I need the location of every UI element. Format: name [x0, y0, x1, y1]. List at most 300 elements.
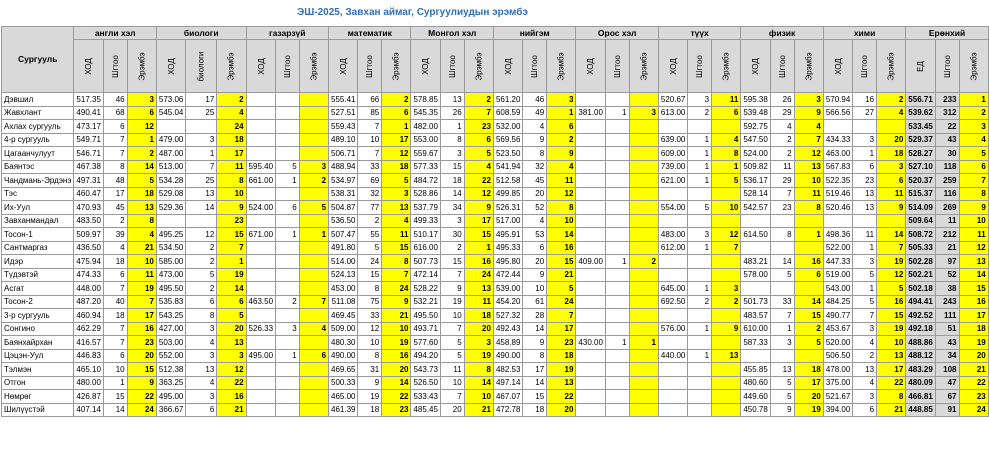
- subject-header: физик: [741, 27, 823, 40]
- rank-cell: [299, 93, 328, 107]
- table-row: [2, 228, 989, 242]
- overall-rank-cell: 14: [959, 268, 988, 282]
- overall-value-cell: 508.72: [906, 228, 935, 242]
- value-cell: [605, 376, 629, 390]
- overall-value-cell: 243: [935, 295, 959, 309]
- table-row: [2, 93, 989, 107]
- value-cell: 28: [523, 309, 547, 323]
- overall-value-cell: 269: [935, 201, 959, 215]
- value-cell: 519.00: [823, 268, 852, 282]
- overall-rank-cell: 24: [959, 403, 988, 417]
- value-cell: 517.00: [493, 214, 522, 228]
- rank-cell: 2: [299, 174, 328, 188]
- value-cell: 549.71: [74, 133, 103, 147]
- table-row: [2, 309, 989, 323]
- value-cell: 7: [770, 187, 794, 201]
- value-cell: [853, 214, 877, 228]
- column-header: [605, 40, 629, 93]
- value-cell: 503.00: [156, 336, 185, 350]
- rank-cell: 4: [547, 160, 576, 174]
- overall-value-cell: 259: [935, 174, 959, 188]
- rank-cell: [629, 214, 658, 228]
- value-cell: 5: [853, 295, 877, 309]
- value-cell: 7: [440, 322, 464, 336]
- rank-cell: [629, 309, 658, 323]
- value-cell: 692.50: [658, 295, 687, 309]
- rank-cell: 19: [217, 268, 246, 282]
- value-cell: [246, 106, 275, 120]
- value-cell: 1: [770, 322, 794, 336]
- rank-cell: 8: [877, 390, 906, 404]
- column-header-label: Эрэмбэ: [639, 51, 649, 81]
- value-cell: 469.45: [329, 309, 358, 323]
- page-title: ЭШ-2025, Завхан аймаг, Сургуулиудын эрэмбэ: [297, 7, 528, 18]
- value-cell: [770, 241, 794, 255]
- column-header: [935, 40, 959, 93]
- overall-rank-cell: 7: [959, 174, 988, 188]
- subject-header: математик: [329, 27, 411, 40]
- overall-rank-cell: 12: [959, 241, 988, 255]
- value-cell: 18: [358, 403, 382, 417]
- value-cell: 511.08: [329, 295, 358, 309]
- rank-cell: 21: [382, 309, 411, 323]
- value-cell: 33: [358, 309, 382, 323]
- table-row: [2, 349, 989, 363]
- overall-value-cell: 233: [935, 93, 959, 107]
- column-header-label: Эрэмбэ: [474, 51, 484, 81]
- school-name-cell: Цагаанчулуут: [2, 147, 74, 161]
- value-cell: 24: [358, 255, 382, 269]
- value-cell: 4: [186, 336, 217, 350]
- column-header: [853, 40, 877, 93]
- overall-value-cell: 533.45: [906, 120, 935, 134]
- value-cell: [246, 390, 275, 404]
- rank-cell: 4: [464, 160, 493, 174]
- value-cell: 535.83: [156, 295, 185, 309]
- value-cell: 3: [186, 133, 217, 147]
- rank-cell: 14: [877, 228, 906, 242]
- rank-cell: 7: [712, 241, 741, 255]
- value-cell: 6: [103, 349, 127, 363]
- value-cell: 6: [853, 403, 877, 417]
- value-cell: 2: [186, 282, 217, 296]
- rank-cell: 9: [712, 322, 741, 336]
- value-cell: 480.60: [741, 376, 770, 390]
- rank-cell: 12: [877, 268, 906, 282]
- column-header-label: Шгтоо: [860, 54, 870, 78]
- value-cell: [576, 93, 605, 107]
- value-cell: [576, 120, 605, 134]
- overall-value-cell: 494.41: [906, 295, 935, 309]
- column-header-label: ХОД: [503, 57, 513, 75]
- value-cell: [741, 349, 770, 363]
- value-cell: 553.00: [411, 133, 440, 147]
- value-cell: 7: [186, 160, 217, 174]
- value-cell: [246, 282, 275, 296]
- table-row: [2, 295, 989, 309]
- rank-cell: 12: [464, 187, 493, 201]
- value-cell: 461.39: [329, 403, 358, 417]
- value-cell: 524.00: [246, 201, 275, 215]
- column-header-label: Шгтоо: [365, 54, 375, 78]
- rank-cell: [299, 309, 328, 323]
- column-header-label: ХОД: [338, 57, 348, 75]
- value-cell: 450.78: [741, 403, 770, 417]
- value-cell: 485.45: [411, 403, 440, 417]
- column-header-label: ХОД: [421, 57, 431, 75]
- rank-cell: 19: [877, 322, 906, 336]
- value-cell: 587.33: [741, 336, 770, 350]
- value-cell: 26: [770, 93, 794, 107]
- value-cell: [246, 255, 275, 269]
- value-cell: 14: [523, 376, 547, 390]
- value-cell: [246, 241, 275, 255]
- value-cell: 453.00: [329, 282, 358, 296]
- value-cell: 514.00: [329, 255, 358, 269]
- rank-cell: 21: [547, 268, 576, 282]
- overall-value-cell: 52: [935, 268, 959, 282]
- value-cell: [276, 390, 300, 404]
- value-cell: [688, 376, 712, 390]
- value-cell: 454.20: [493, 295, 522, 309]
- column-header: [186, 40, 217, 93]
- value-cell: 5: [440, 349, 464, 363]
- overall-rank-cell: 3: [959, 120, 988, 134]
- rank-cell: 6: [547, 120, 576, 134]
- value-cell: 494.20: [411, 349, 440, 363]
- value-cell: [276, 336, 300, 350]
- value-cell: 29: [770, 106, 794, 120]
- value-cell: 32: [358, 187, 382, 201]
- column-header: [712, 40, 741, 93]
- table-row: [2, 133, 989, 147]
- value-cell: 3: [186, 349, 217, 363]
- value-cell: 9: [440, 282, 464, 296]
- value-cell: 512.58: [493, 174, 522, 188]
- value-cell: 616.00: [411, 241, 440, 255]
- value-cell: [605, 322, 629, 336]
- value-cell: 3: [770, 336, 794, 350]
- value-cell: 543.73: [411, 363, 440, 377]
- overall-value-cell: 488.12: [906, 349, 935, 363]
- rank-cell: 17: [547, 322, 576, 336]
- rank-cell: [629, 376, 658, 390]
- value-cell: 3: [688, 228, 712, 242]
- value-cell: 492.43: [493, 322, 522, 336]
- value-cell: 547.50: [741, 133, 770, 147]
- value-cell: 529.08: [156, 187, 185, 201]
- overall-value-cell: 502.21: [906, 268, 935, 282]
- value-cell: 20: [523, 255, 547, 269]
- value-cell: 595.40: [246, 160, 275, 174]
- rank-cell: 19: [464, 349, 493, 363]
- rank-cell: 6: [712, 106, 741, 120]
- value-cell: 7: [358, 120, 382, 134]
- overall-rank-cell: 1: [959, 93, 988, 107]
- overall-rank-cell: 23: [959, 390, 988, 404]
- column-header-label: Эрэмбэ: [721, 51, 731, 81]
- value-cell: [605, 201, 629, 215]
- rank-cell: 16: [794, 255, 823, 269]
- value-cell: 522.00: [823, 241, 852, 255]
- table-row: [2, 241, 989, 255]
- school-name-cell: Тосон-2: [2, 295, 74, 309]
- value-cell: 495.80: [493, 255, 522, 269]
- value-cell: 12: [186, 228, 217, 242]
- value-cell: 7: [103, 282, 127, 296]
- value-cell: [276, 241, 300, 255]
- value-cell: [576, 187, 605, 201]
- value-cell: 504.87: [329, 201, 358, 215]
- value-cell: 533.43: [411, 390, 440, 404]
- value-cell: 5: [688, 201, 712, 215]
- overall-value-cell: 43: [935, 133, 959, 147]
- value-cell: 566.56: [823, 106, 852, 120]
- column-header-label: ЕД: [916, 60, 926, 72]
- value-cell: 488.94: [329, 160, 358, 174]
- value-cell: [605, 214, 629, 228]
- table-row: [2, 268, 989, 282]
- value-cell: 1: [853, 241, 877, 255]
- value-cell: [576, 363, 605, 377]
- value-cell: 585.00: [156, 255, 185, 269]
- value-cell: 469.65: [329, 363, 358, 377]
- school-name-cell: Баянхайрхан: [2, 336, 74, 350]
- rank-cell: 13: [464, 282, 493, 296]
- rank-cell: 19: [794, 403, 823, 417]
- value-cell: 13: [186, 187, 217, 201]
- column-header: [217, 40, 246, 93]
- value-cell: 509.97: [74, 228, 103, 242]
- value-cell: 463.50: [246, 295, 275, 309]
- rank-cell: 2: [794, 322, 823, 336]
- value-cell: 49: [523, 106, 547, 120]
- rank-cell: 19: [382, 336, 411, 350]
- rank-cell: 22: [547, 390, 576, 404]
- value-cell: 10: [358, 336, 382, 350]
- value-cell: 13: [440, 93, 464, 107]
- value-cell: 1: [276, 174, 300, 188]
- value-cell: 426.87: [74, 390, 103, 404]
- rank-cell: 9: [877, 201, 906, 215]
- value-cell: [576, 295, 605, 309]
- school-name-cell: Ахлах сургууль: [2, 120, 74, 134]
- column-header: [411, 40, 440, 93]
- value-cell: 4: [770, 120, 794, 134]
- overall-rank-cell: 2: [959, 106, 988, 120]
- rank-cell: [299, 255, 328, 269]
- overall-rank-cell: 5: [959, 147, 988, 161]
- rank-cell: [299, 214, 328, 228]
- school-name-cell: Сантмаргаз: [2, 241, 74, 255]
- value-cell: 2: [103, 214, 127, 228]
- value-cell: 453.67: [823, 322, 852, 336]
- value-cell: [605, 282, 629, 296]
- rank-cell: 1: [127, 133, 156, 147]
- school-name-cell: Баянтэс: [2, 160, 74, 174]
- value-cell: 436.50: [74, 241, 103, 255]
- rank-cell: 5: [299, 201, 328, 215]
- value-cell: 569.56: [493, 133, 522, 147]
- column-header: [464, 40, 493, 93]
- value-cell: 501.73: [741, 295, 770, 309]
- overall-rank-cell: 20: [959, 349, 988, 363]
- rank-cell: 11: [127, 268, 156, 282]
- column-header-label: ХОД: [668, 57, 678, 75]
- value-cell: 520.67: [658, 93, 687, 107]
- subject-header: англи хэл: [74, 27, 156, 40]
- value-cell: 448.00: [74, 282, 103, 296]
- value-cell: 495.00: [246, 349, 275, 363]
- value-cell: [576, 376, 605, 390]
- value-cell: 3: [853, 133, 877, 147]
- value-cell: 8: [103, 160, 127, 174]
- rank-cell: 18: [127, 187, 156, 201]
- value-cell: 15: [523, 390, 547, 404]
- rank-cell: 22: [877, 376, 906, 390]
- value-cell: [576, 282, 605, 296]
- value-cell: [276, 214, 300, 228]
- value-cell: 1: [853, 147, 877, 161]
- rank-cell: 3: [877, 160, 906, 174]
- value-cell: [246, 376, 275, 390]
- value-cell: 1: [605, 255, 629, 269]
- rank-cell: 18: [464, 309, 493, 323]
- value-cell: 536.50: [329, 214, 358, 228]
- overall-value-cell: 502.18: [906, 282, 935, 296]
- rank-cell: [629, 147, 658, 161]
- column-header-label: ХОД: [586, 57, 596, 75]
- value-cell: 14: [523, 322, 547, 336]
- overall-rank-cell: 15: [959, 282, 988, 296]
- rank-cell: [629, 174, 658, 188]
- value-cell: 4: [186, 376, 217, 390]
- value-cell: [658, 255, 687, 269]
- value-cell: [605, 403, 629, 417]
- value-cell: 552.00: [156, 349, 185, 363]
- value-cell: 460.47: [74, 187, 103, 201]
- value-cell: 407.14: [74, 403, 103, 417]
- table-row: [2, 282, 989, 296]
- rank-cell: 3: [629, 106, 658, 120]
- rank-cell: [629, 133, 658, 147]
- subject-header: Монгол хэл: [411, 27, 493, 40]
- rank-cell: [794, 349, 823, 363]
- value-cell: [770, 282, 794, 296]
- value-cell: [658, 403, 687, 417]
- value-cell: 536.17: [741, 174, 770, 188]
- overall-rank-cell: 6: [959, 160, 988, 174]
- column-header: [103, 40, 127, 93]
- value-cell: 11: [440, 363, 464, 377]
- rank-cell: 2: [127, 147, 156, 161]
- rank-cell: 17: [127, 309, 156, 323]
- subject-header: биологи: [156, 27, 246, 40]
- value-cell: 577.33: [411, 160, 440, 174]
- overall-value-cell: 21: [935, 241, 959, 255]
- table-row: [2, 322, 989, 336]
- value-cell: 10: [523, 282, 547, 296]
- value-cell: 6: [276, 201, 300, 215]
- school-name-cell: Тэлмэн: [2, 363, 74, 377]
- value-cell: 484.25: [823, 295, 852, 309]
- rank-cell: 11: [712, 93, 741, 107]
- value-cell: 554.00: [658, 201, 687, 215]
- value-cell: 576.00: [658, 322, 687, 336]
- column-header: [74, 40, 103, 93]
- value-cell: [658, 187, 687, 201]
- value-cell: 661.00: [246, 174, 275, 188]
- value-cell: 7: [358, 147, 382, 161]
- value-cell: 11: [770, 160, 794, 174]
- value-cell: [246, 120, 275, 134]
- rank-cell: 7: [382, 268, 411, 282]
- overall-value-cell: 514.09: [906, 201, 935, 215]
- rank-cell: [299, 120, 328, 134]
- value-cell: 526.33: [246, 322, 275, 336]
- school-name-cell: Түдэвтэй: [2, 268, 74, 282]
- value-cell: [576, 268, 605, 282]
- value-cell: 495.33: [493, 241, 522, 255]
- school-name-cell: Нөмрөг: [2, 390, 74, 404]
- rank-cell: 10: [382, 322, 411, 336]
- value-cell: [276, 282, 300, 296]
- value-cell: 18: [440, 174, 464, 188]
- column-header-label: Шгтоо: [110, 54, 120, 78]
- rank-cell: 20: [547, 403, 576, 417]
- value-cell: [246, 187, 275, 201]
- value-cell: 645.00: [658, 282, 687, 296]
- value-cell: 532.21: [411, 295, 440, 309]
- rank-cell: [877, 214, 906, 228]
- value-cell: [770, 349, 794, 363]
- overall-value-cell: 515.37: [906, 187, 935, 201]
- rank-cell: 6: [877, 174, 906, 188]
- value-cell: 69: [358, 174, 382, 188]
- overall-value-cell: 556.71: [906, 93, 935, 107]
- value-cell: 497.14: [493, 376, 522, 390]
- column-header: [382, 40, 411, 93]
- table-row: [2, 174, 989, 188]
- value-cell: 4: [523, 120, 547, 134]
- value-cell: [576, 322, 605, 336]
- rank-cell: 10: [877, 336, 906, 350]
- table-row: [2, 214, 989, 228]
- rank-cell: 12: [127, 120, 156, 134]
- rank-cell: 17: [464, 214, 493, 228]
- rank-cell: [712, 187, 741, 201]
- rank-cell: 14: [382, 376, 411, 390]
- value-cell: 11: [853, 228, 877, 242]
- subject-header: түүх: [658, 27, 740, 40]
- value-cell: 528.86: [411, 187, 440, 201]
- value-cell: [658, 336, 687, 350]
- value-cell: [658, 390, 687, 404]
- rank-cell: 14: [547, 228, 576, 242]
- rank-cell: 24: [217, 120, 246, 134]
- value-cell: 460.94: [74, 309, 103, 323]
- table-row: [2, 403, 989, 417]
- value-cell: 447.33: [823, 255, 852, 269]
- value-cell: 3: [853, 390, 877, 404]
- value-cell: 1: [186, 147, 217, 161]
- value-cell: 5: [186, 268, 217, 282]
- value-cell: 3: [853, 322, 877, 336]
- value-cell: 577.60: [411, 336, 440, 350]
- overall-value-cell: 509.64: [906, 214, 935, 228]
- rank-cell: 17: [217, 147, 246, 161]
- value-cell: 17: [523, 363, 547, 377]
